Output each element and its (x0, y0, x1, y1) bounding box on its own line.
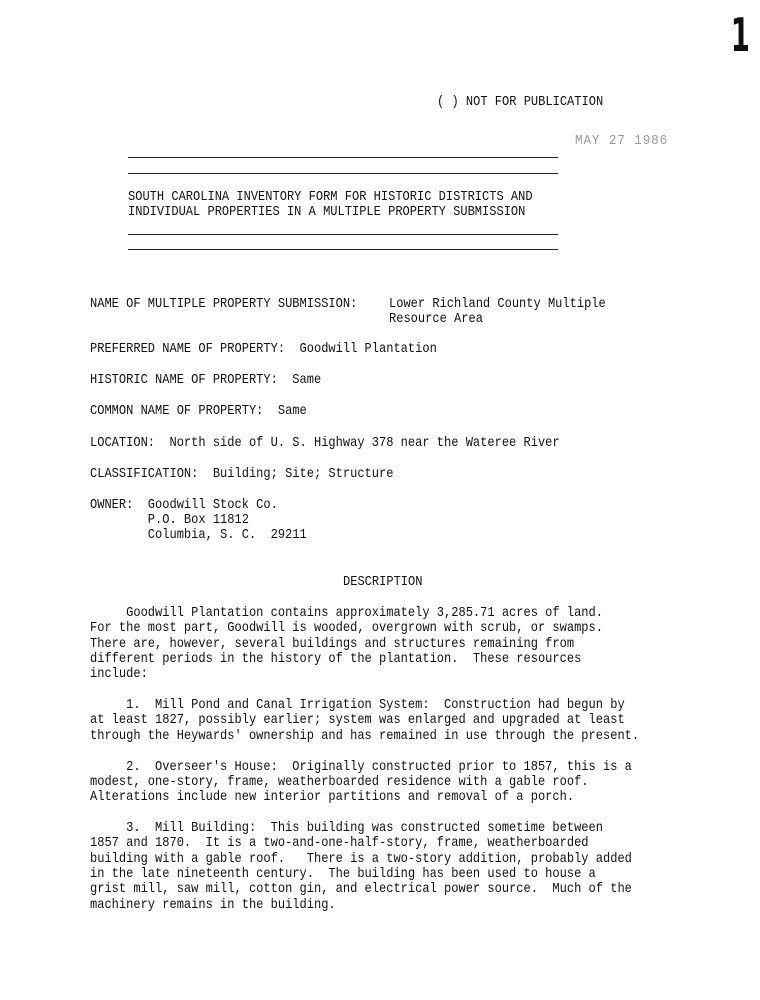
form-title-line-1: SOUTH CAROLINA INVENTORY FORM FOR HISTORIC DISTRICTS AND (128, 189, 533, 205)
item-2-line-2: modest, one-story, frame, weatherboarded residence with a gable roof. (90, 774, 589, 790)
intro-line-2: For the most part, Goodwill is wooded, overgrown with scrub, or swamps. (90, 620, 603, 636)
location: LOCATION: North side of U. S. Highway 378 near the Wateree River (90, 435, 560, 451)
submission-value-line-1: Lower Richland County Multiple (389, 296, 606, 312)
item-1-line-3: through the Heywards' ownership and has remained in use through the present. (90, 728, 640, 744)
historic-name: HISTORIC NAME OF PROPERTY: Same (90, 372, 322, 388)
page-number: 1 (730, 8, 750, 62)
item-3-line-2: 1857 and 1870. It is a two-and-one-half-story, frame, weatherboarded (90, 835, 589, 851)
item-3-line-1: 3. Mill Building: This building was constructed sometime between (90, 820, 603, 836)
submission-label: NAME OF MULTIPLE PROPERTY SUBMISSION: (90, 296, 358, 312)
item-3-line-4: in the late nineteenth century. The building has been used to house a (90, 866, 596, 882)
form-title-line-2: INDIVIDUAL PROPERTIES IN A MULTIPLE PROPERTY SUBMISSION (128, 204, 526, 220)
item-2-line-1: 2. Overseer's House: Originally constructed prior to 1857, this is a (90, 759, 632, 775)
title-rule-top-2 (128, 173, 558, 174)
classification: CLASSIFICATION: Building; Site; Structure (90, 466, 394, 482)
title-rule-bottom-2 (128, 249, 558, 250)
submission-value-line-2: Resource Area (389, 311, 483, 327)
item-3-line-6: machinery remains in the building. (90, 897, 336, 913)
intro-line-1: Goodwill Plantation contains approximately 3,285.71 acres of land. (90, 605, 603, 621)
intro-line-4: different periods in the history of the plantation. These resources (90, 651, 582, 667)
preferred-name: PREFERRED NAME OF PROPERTY: Goodwill Plantation (90, 341, 437, 357)
item-1-line-2: at least 1827, possibly earlier; system was enlarged and upgraded at least (90, 712, 625, 728)
item-1-line-1: 1. Mill Pond and Canal Irrigation System: Construction had begun by (90, 697, 625, 713)
item-3-line-3: building with a gable roof. There is a two-story addition, probably added (90, 851, 632, 867)
intro-line-3: There are, however, several buildings and structures remaining from (90, 636, 575, 652)
publication-flag: ( ) NOT FOR PUBLICATION (437, 94, 604, 110)
common-name: COMMON NAME OF PROPERTY: Same (90, 403, 307, 419)
description-heading: DESCRIPTION (343, 574, 423, 590)
item-3-line-5: grist mill, saw mill, cotton gin, and electrical power source. Much of the (90, 881, 632, 897)
item-2-line-3: Alterations include new interior partitions and removal of a porch. (90, 789, 575, 805)
title-rule-top-1 (128, 157, 558, 158)
received-date-stamp: MAY 27 1986 (575, 133, 669, 149)
owner-line-3: Columbia, S. C. 29211 (90, 527, 307, 543)
owner-line-1: OWNER: Goodwill Stock Co. (90, 497, 278, 513)
intro-line-5: include: (90, 666, 148, 682)
owner-line-2: P.O. Box 11812 (90, 512, 249, 528)
title-rule-bottom-1 (128, 234, 558, 235)
